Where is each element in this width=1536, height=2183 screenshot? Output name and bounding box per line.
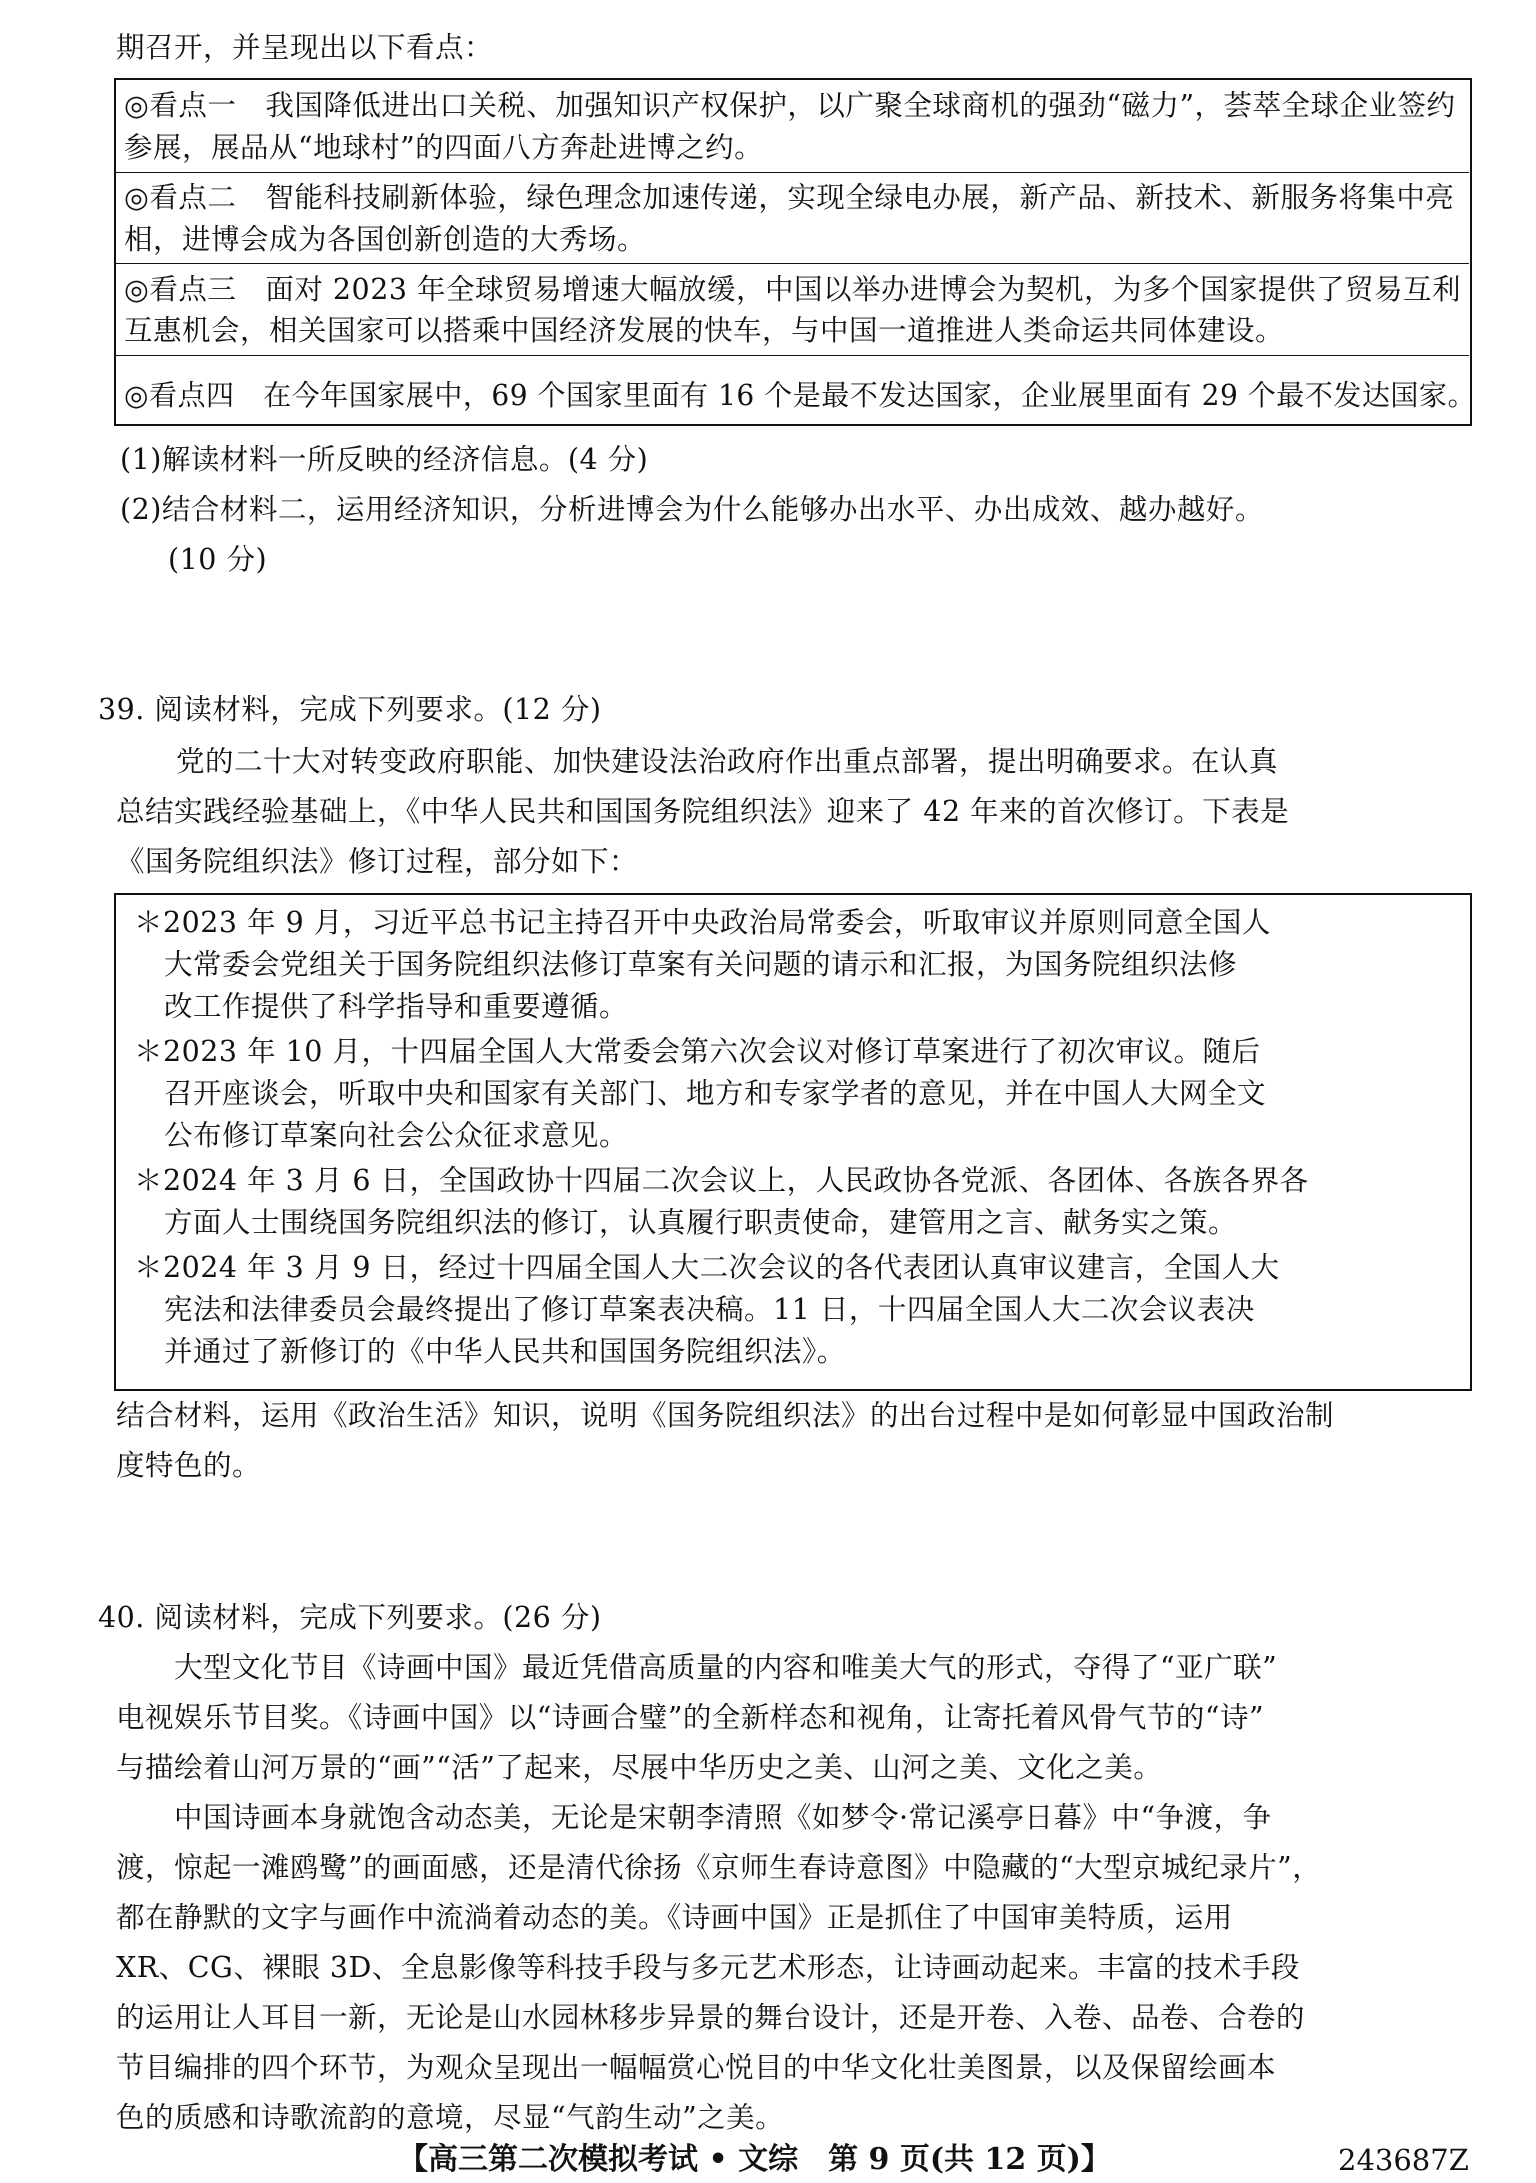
- q40-line-5: 渡，惊起一滩鸥鹭”的画面感，还是清代徐扬《京师生春诗意图》中隐藏的“大型京城纪录片”，: [116, 1851, 1322, 1884]
- q39-question-line-1: 结合材料，运用《政治生活》知识，说明《国务院组织法》的出台过程中是如何彰显中国政治制: [116, 1399, 1335, 1432]
- q40-line-9: 节目编排的四个环节，为观众呈现出一幅幅赏心悦目的中华文化壮美图景，以及保留绘画本: [116, 2051, 1277, 2084]
- highlight-1-line-2: 参展，展品从“地球村”的四面八方奔赴进博之约。: [124, 131, 764, 164]
- intro-line: 期召开，并呈现出以下看点：: [116, 31, 494, 64]
- q40-line-8: 的运用让人耳目一新，无论是山水园林移步异景的舞台设计，还是开卷、入卷、品卷、合卷的: [116, 2001, 1306, 2034]
- q39-para-line-1: 党的二十大对转变政府职能、加快建设法治政府作出重点部署，提出明确要求。在认真: [176, 745, 1279, 778]
- q39-item-3-line-1: ＊2024 年 3 月 6 日，全国政协十四届二次会议上，人民政协各党派、各团体、各族各界各: [134, 1164, 1309, 1197]
- table-divider: [116, 355, 1469, 356]
- q39-item-1-line-1: ＊2023 年 9 月，习近平总书记主持召开中央政治局常委会，听取审议并原则同意全国人: [134, 906, 1271, 939]
- q39-para-line-3: 《国务院组织法》修订过程，部分如下：: [116, 845, 639, 878]
- q40-line-2: 电视娱乐节目奖。《诗画中国》以“诗画合璧”的全新样态和视角，让寄托着风骨气节的“诗”: [116, 1701, 1265, 1734]
- highlight-4-line-1: ◎看点四 在今年国家展中，69 个国家里面有 16 个是最不发达国家，企业展里面有 29 个最不发达国家。: [124, 379, 1476, 412]
- q40-title: 40. 阅读材料，完成下列要求。(26 分): [98, 1601, 602, 1634]
- highlight-2-line-2: 相，进博会成为各国创新创造的大秀场。: [124, 223, 647, 256]
- q38-sub2-line-1: (2)结合材料二，运用经济知识，分析进博会为什么能够办出水平、办出成效、越办越好。: [120, 493, 1264, 526]
- q39-item-1-line-2: 大常委会党组关于国务院组织法修订草案有关问题的请示和汇报，为国务院组织法修: [164, 948, 1238, 981]
- q40-line-1: 大型文化节目《诗画中国》最近凭借高质量的内容和唯美大气的形式，夺得了“亚广联”: [174, 1651, 1278, 1684]
- q39-item-1-line-3: 改工作提供了科学指导和重要遵循。: [164, 990, 629, 1023]
- q40-line-4: 中国诗画本身就饱含动态美，无论是宋朝李清照《如梦令·常记溪亭日暮》中“争渡，争: [174, 1801, 1272, 1834]
- q39-item-2-line-3: 公布修订草案向社会公众征求意见。: [164, 1119, 629, 1152]
- q40-line-10: 色的质感和诗歌流韵的意境，尽显“气韵生动”之美。: [116, 2101, 785, 2134]
- q39-question-line-2: 度特色的。: [116, 1449, 262, 1482]
- table-divider: [116, 172, 1469, 173]
- q39-para-line-2: 总结实践经验基础上，《中华人民共和国国务院组织法》迎来了 42 年来的首次修订。下表是: [116, 795, 1290, 828]
- q39-item-3-line-2: 方面人士围绕国务院组织法的修订，认真履行职责使命，建管用之言、献务实之策。: [164, 1206, 1238, 1239]
- q40-line-7: XR、CG、裸眼 3D、全息影像等科技手段与多元艺术形态，让诗画动起来。丰富的技术手段: [116, 1951, 1300, 1984]
- highlight-3-line-2: 互惠机会，相关国家可以搭乘中国经济发展的快车，与中国一道推进人类命运共同体建设。: [124, 314, 1285, 347]
- page-footer: 【高三第二次模拟考试 • 文综 第 9 页(共 12 页)】: [398, 2142, 1111, 2177]
- q39-item-4-line-2: 宪法和法律委员会最终提出了修订草案表决稿。11 日，十四届全国人大二次会议表决: [164, 1293, 1255, 1326]
- q39-item-4-line-3: 并通过了新修订的《中华人民共和国国务院组织法》。: [164, 1335, 846, 1368]
- q39-item-2-line-1: ＊2023 年 10 月，十四届全国人大常委会第六次会议对修订草案进行了初次审议。随后: [134, 1035, 1261, 1068]
- q40-line-6: 都在静默的文字与画作中流淌着动态的美。《诗画中国》正是抓住了中国审美特质，运用: [116, 1901, 1233, 1934]
- exam-code: 243687Z: [1338, 2143, 1469, 2177]
- q39-item-2-line-2: 召开座谈会，听取中央和国家有关部门、地方和专家学者的意见，并在中国人大网全文: [164, 1077, 1267, 1110]
- q39-title: 39. 阅读材料，完成下列要求。(12 分): [98, 693, 602, 726]
- q38-sub2-line-2: (10 分): [168, 543, 268, 576]
- highlight-2-line-1: ◎看点二 智能科技刷新体验，绿色理念加速传递，实现全绿电办展，新产品、新技术、新服务将集中亮: [124, 181, 1455, 214]
- highlight-3-line-1: ◎看点三 面对 2023 年全球贸易增速大幅放缓，中国以举办进博会为契机，为多个国家提供了贸易互利: [124, 273, 1462, 306]
- highlight-1-line-1: ◎看点一 我国降低进出口关税、加强知识产权保护，以广聚全球商机的强劲“磁力”，荟萃全球企业签约: [124, 89, 1456, 122]
- q40-line-3: 与描绘着山河万景的“画”“活”了起来，尽展中华历史之美、山河之美、文化之美。: [116, 1751, 1163, 1784]
- q38-sub1: (1)解读材料一所反映的经济信息。(4 分): [120, 443, 649, 476]
- q39-item-4-line-1: ＊2024 年 3 月 9 日，经过十四届全国人大二次会议的各代表团认真审议建言，全国人大: [134, 1251, 1280, 1284]
- table-divider: [116, 263, 1469, 264]
